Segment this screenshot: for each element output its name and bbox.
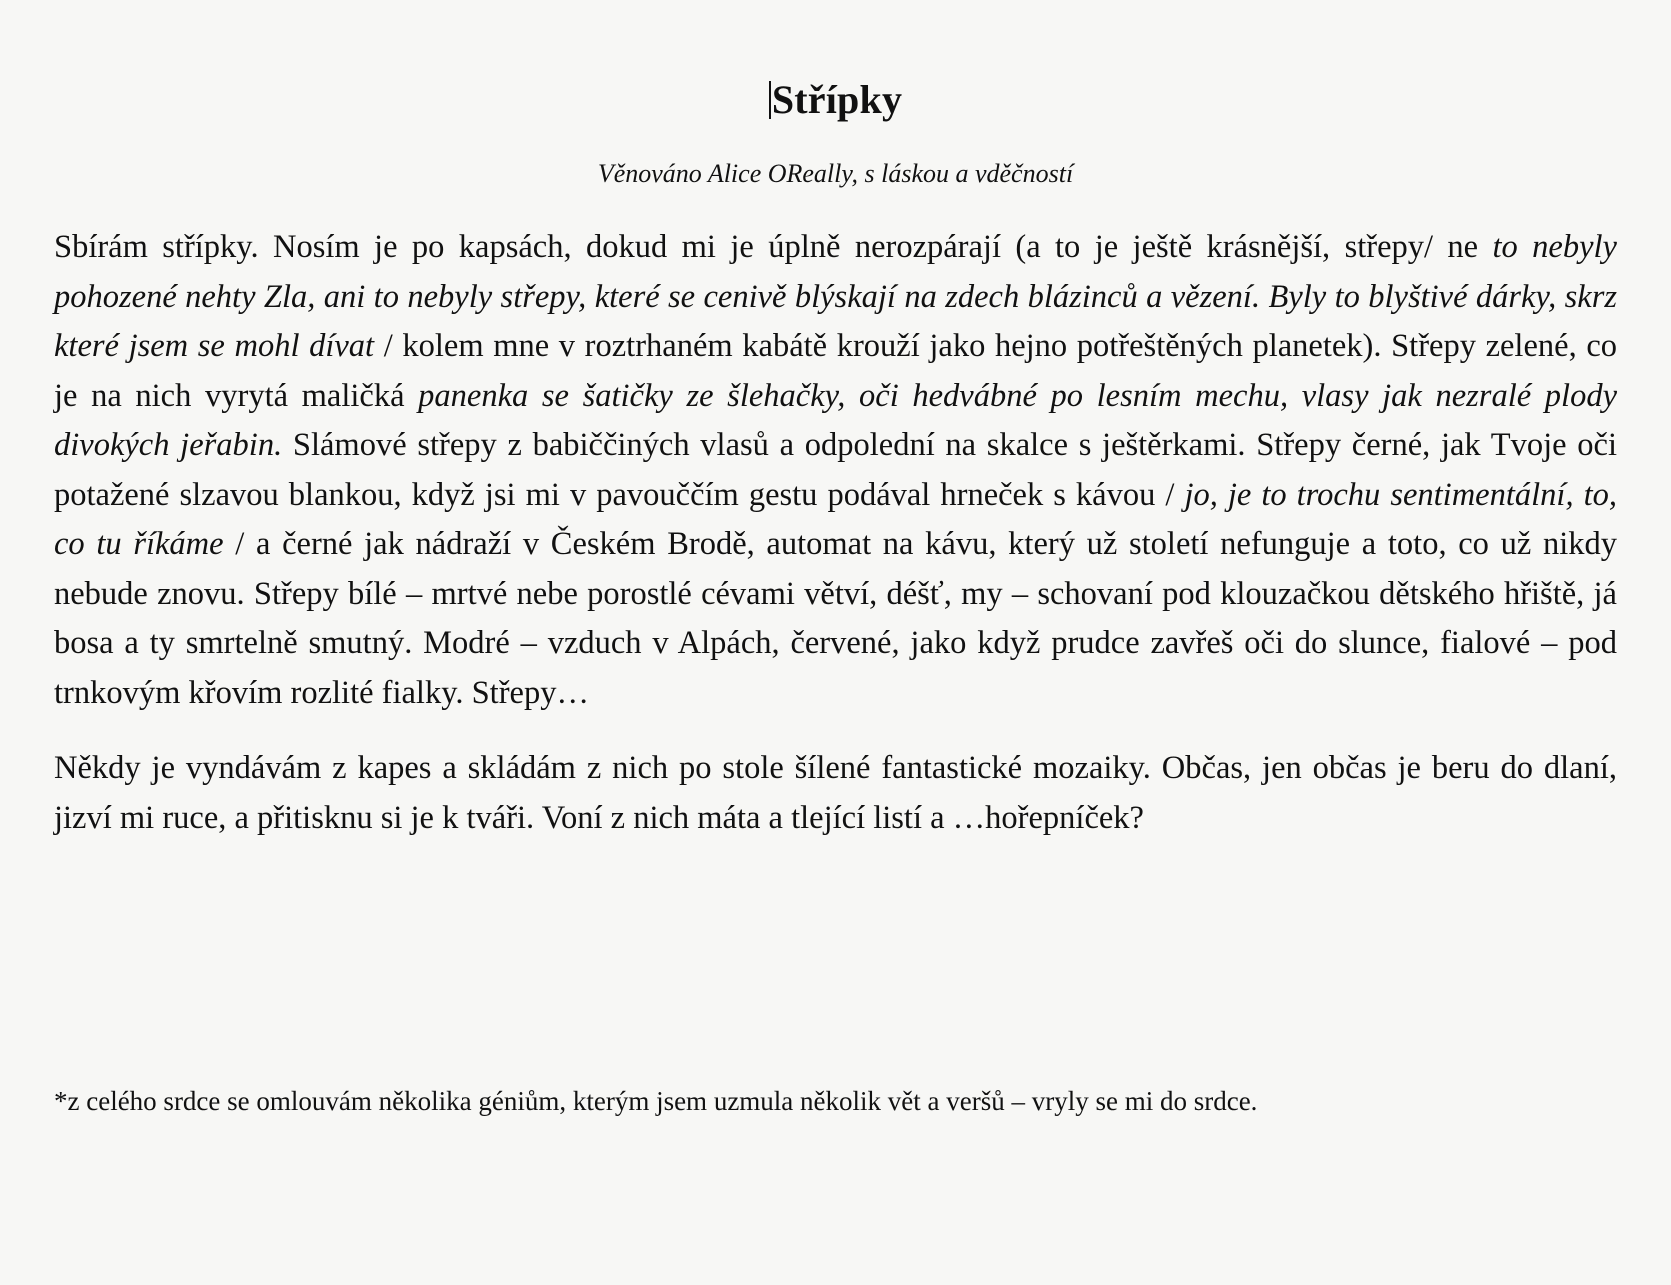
page-title-text: Střípky bbox=[771, 77, 903, 122]
text-run-roman: / a černé jak nádraží v Českém Brodě, automat na kávu, který už století nefunguje a toto, co už nikdy nebude znovu. Střepy bílé – mrtvé nebe porostlé cévami větví, déšť, my – schovaní pod klouzačkou dětského hřiště, já bosa a ty smrtelně smutný. Modré – vzduch v Alpách, červené, jako když prudce zavřeš oči do slunce, fialové – pod trnkovým křovím rozlité fialky. Střepy… bbox=[54, 526, 1618, 711]
paragraph-1 bbox=[54, 223, 1617, 718]
text-run-roman: / kolem mne v roztrhaném kabátě krouží jako hejno potřeštěných planetek). Střepy zelené, co je na nich vyrytá maličká bbox=[54, 328, 1617, 414]
text-run-roman: Někdy je vyndávám z kapes a skládám z nich po stole šílené fantastické mozaiky. Občas, jen občas je beru do dlaní, jizví mi ruce, a přitisknu si je k tváři. Voní z nich máta a tlející listí a …hořepníček? bbox=[54, 750, 1617, 836]
document-body bbox=[54, 189, 1617, 843]
footnote: *z celého srdce se omlouvám několika géniům, kterým jsem uzmula několik vět a veršů – vryly se mi do srdce. bbox=[54, 1086, 1258, 1116]
page-title bbox=[54, 0, 1617, 122]
text-run-italic: panenka se šatičky ze šlehačky, oči hedvábné po lesním mechu, vlasy jak nezralé plody divokých jeřabin. bbox=[54, 377, 1617, 464]
paragraph-2 bbox=[54, 744, 1617, 843]
text-run-roman: Slámové střepy z babiččiných vlasů a odpolední na skalce s ještěrkami. Střepy černé, jak Tvoje oči potažené slzavou blankou, když jsi mi v pavouččím gestu podával hrneček s kávou / bbox=[54, 427, 1617, 513]
text-run-italic: to nebyly pohozené nehty Zla, ani to nebyly střepy, které se cenivě blýskají na zdech blázinců a vězení. Byly to blyštivé dárky, skrz které jsem se mohl dívat bbox=[54, 229, 1617, 365]
text-run-roman: Sbírám střípky. Nosím je po kapsách, dokud mi je úplně nerozpárají (a to je ještě krásnější, střepy/ ne bbox=[54, 229, 1493, 266]
dedication-subtitle: Věnováno Alice OReally, s láskou a vděčností bbox=[597, 159, 1074, 188]
text-cursor-caret bbox=[769, 81, 771, 119]
text-run-italic: jo, je to trochu sentimentální, to, co tu říkáme bbox=[54, 476, 1618, 563]
